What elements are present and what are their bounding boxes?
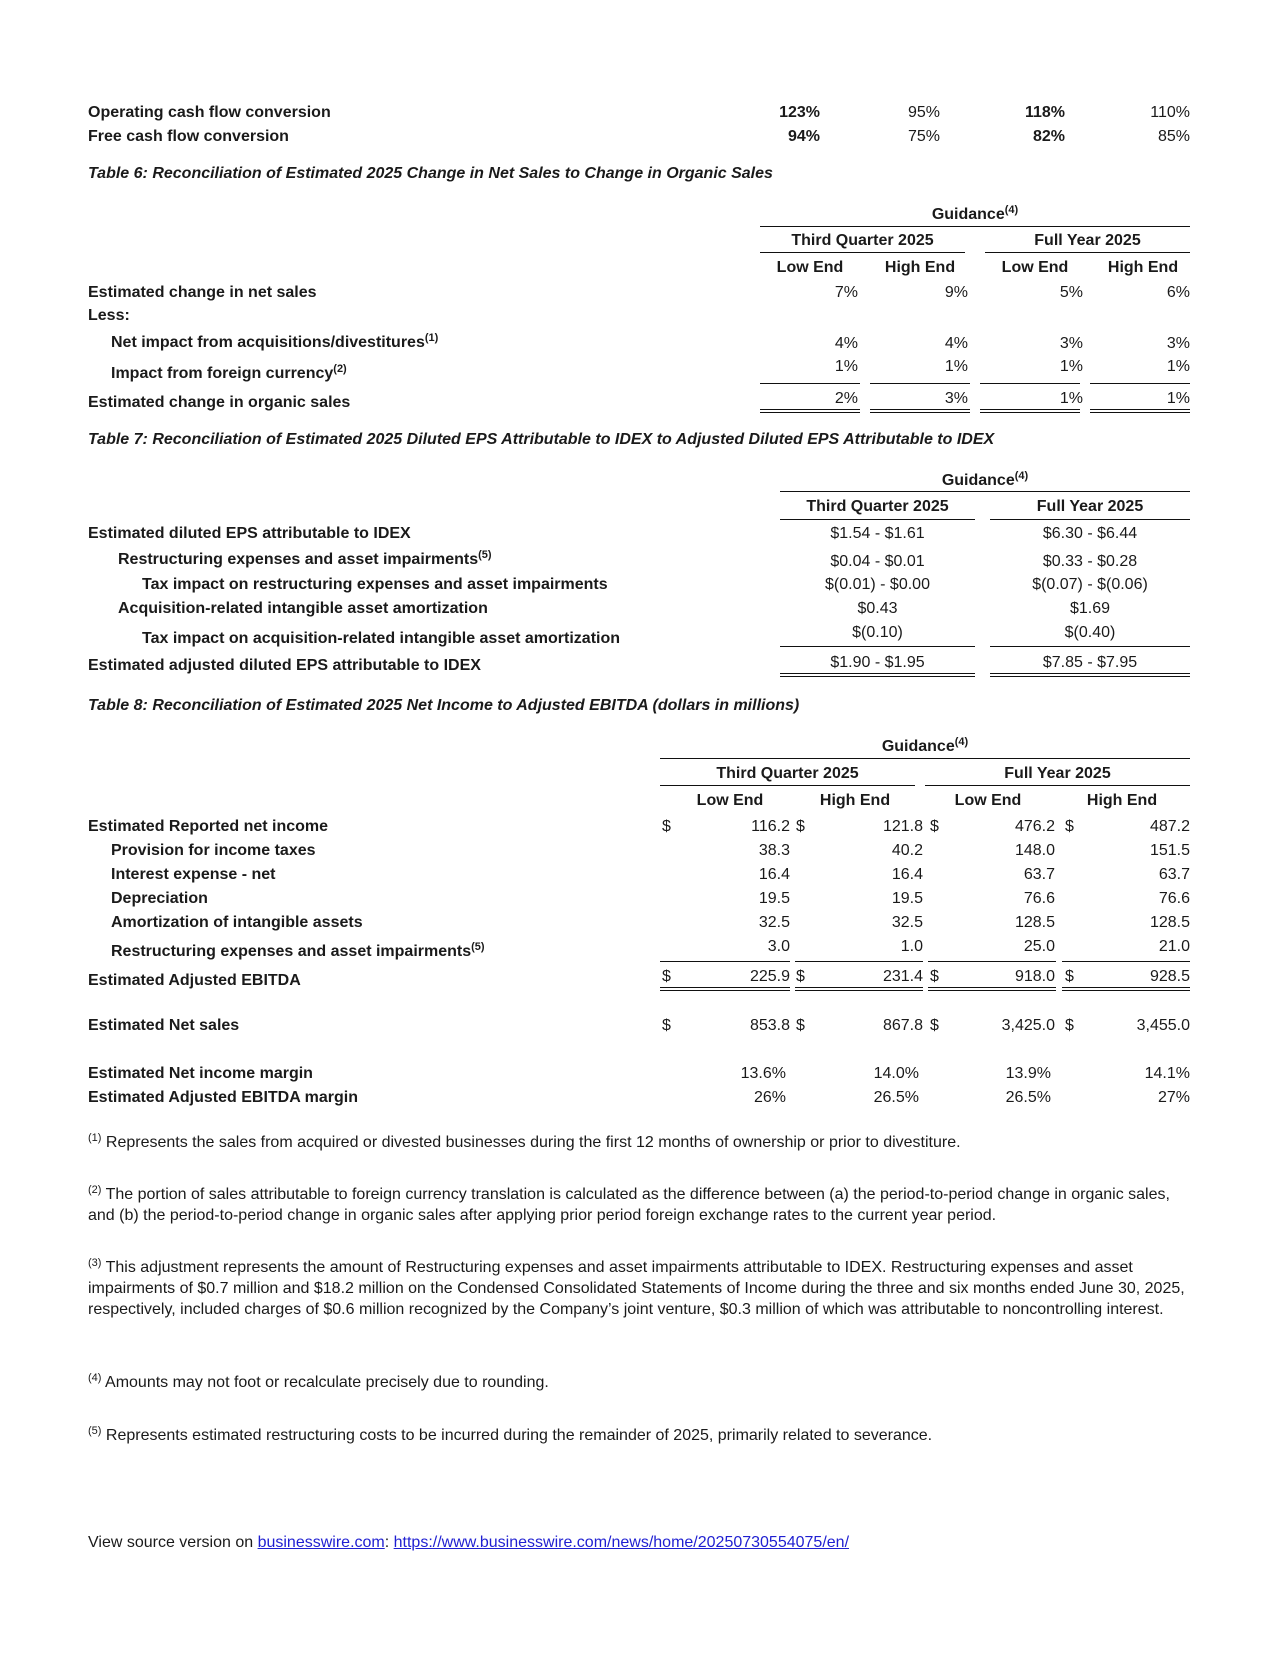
- value: 2%: [834, 390, 858, 407]
- row-label: Provision for income taxes: [111, 842, 316, 859]
- value: 121.8: [882, 818, 923, 835]
- value: 3.0: [767, 938, 790, 955]
- value: 118%: [1024, 104, 1065, 121]
- double-rule: [870, 409, 970, 413]
- value: 13.9%: [1005, 1065, 1051, 1082]
- value: $6.30 - $6.44: [1042, 525, 1138, 542]
- col-high-end: High End: [1086, 792, 1158, 809]
- value: 5%: [1059, 284, 1083, 301]
- value: $(0.07) - $(0.06): [1032, 576, 1148, 593]
- value: 3%: [944, 390, 968, 407]
- table8-title: Table 8: Reconciliation of Estimated 2025 Net Income to Adjusted EBITDA (dollars in millions): [88, 697, 800, 714]
- footnote: $^{(1)}$ Represents the sales from acquired or divested businesses during the first 12 months of ownership or prior to divestiture.: [88, 1132, 961, 1151]
- currency-sign: $: [1065, 968, 1074, 985]
- value: 76.6: [1023, 890, 1055, 907]
- value: $1.90 - $1.95: [830, 654, 925, 671]
- rule: [660, 785, 915, 786]
- value: $(0.40): [1064, 624, 1116, 641]
- value: 16.4: [891, 866, 923, 883]
- table7-guidance-header: Guidance$^{(4)}$: [941, 470, 1029, 489]
- value: 32.5: [758, 914, 790, 931]
- table7-fy-header: Full Year 2025: [1036, 498, 1144, 515]
- double-rule: [760, 409, 860, 413]
- value: $7.85 - $7.95: [1042, 654, 1138, 671]
- table8-q3-header: Third Quarter 2025: [716, 765, 859, 782]
- table6-q3-header: Third Quarter 2025: [791, 232, 934, 249]
- row-label: Estimated diluted EPS attributable to IDEX: [88, 525, 411, 542]
- value: 928.5: [1149, 968, 1190, 985]
- value: $0.33 - $0.28: [1042, 553, 1138, 570]
- rule: [870, 383, 970, 384]
- value: 85%: [1157, 128, 1190, 145]
- value: 853.8: [749, 1017, 790, 1034]
- value: 26.5%: [1005, 1089, 1051, 1106]
- value: 75%: [907, 128, 940, 145]
- value: 1.0: [900, 938, 923, 955]
- value: 6%: [1166, 284, 1190, 301]
- value: 128.5: [1014, 914, 1055, 931]
- value: $1.54 - $1.61: [830, 525, 925, 542]
- currency-sign: $: [1065, 1017, 1074, 1034]
- rule: [990, 519, 1190, 520]
- value: $0.43: [857, 600, 898, 617]
- row-label: Tax impact on restructuring expenses and asset impairments: [142, 576, 608, 593]
- value: 3,455.0: [1136, 1017, 1190, 1034]
- label-ocf-conversion: Operating cash flow conversion: [88, 104, 331, 121]
- rule: [1090, 383, 1190, 384]
- row-label: Estimated change in net sales: [88, 284, 317, 301]
- currency-sign: $: [1065, 818, 1074, 835]
- row-label: Depreciation: [111, 890, 208, 907]
- value: $(0.01) - $0.00: [825, 576, 930, 593]
- col-high-end: High End: [884, 259, 956, 276]
- value: 19.5: [758, 890, 790, 907]
- row-label: Estimated Net sales: [88, 1017, 240, 1034]
- rule: [795, 961, 923, 962]
- value: $0.04 - $0.01: [830, 553, 925, 570]
- rule: [780, 491, 1190, 492]
- col-low-end: Low End: [776, 259, 844, 276]
- value: 1%: [1166, 390, 1190, 407]
- rule: [760, 383, 860, 384]
- footnote: $^{(3)}$ This adjustment represents the amount of Restructuring expenses and asset impairments attributable to IDEX. Restructuring expenses and asset impairments of $0.7 million and $18.2 million on the Condensed Consolidated Statements of Income during the three and six months ended June 30, 2025, respectively, included charges of $0.6 million recognized by the Company’s joint venture, $0.3 million of which was attributable to noncontrolling interest.: [88, 1257, 1185, 1318]
- value: 21.0: [1158, 938, 1190, 955]
- businesswire-link[interactable]: businesswire.com: [257, 1534, 385, 1551]
- value: 128.5: [1149, 914, 1190, 931]
- footnote: $^{(5)}$ Represents estimated restructuring costs to be incurred during the remainder of 2025, primarily related to severance.: [88, 1425, 933, 1444]
- currency-sign: $: [662, 818, 671, 835]
- value: 13.6%: [740, 1065, 786, 1082]
- double-rule: [990, 673, 1190, 677]
- table8-fy-header: Full Year 2025: [1004, 765, 1111, 782]
- value: 76.6: [1158, 890, 1190, 907]
- currency-sign: $: [930, 818, 939, 835]
- currency-sign: $: [796, 818, 805, 835]
- row-label: Net impact from acquisitions/divestitures$^{(1)}$: [111, 332, 439, 351]
- row-label: Estimated Net income margin: [88, 1065, 313, 1082]
- value: 25.0: [1023, 938, 1055, 955]
- table6-fy-header: Full Year 2025: [1034, 232, 1141, 249]
- value: 63.7: [1023, 866, 1055, 883]
- footnote: $^{(2)}$ The portion of sales attributable to foreign currency translation is calculated as the difference between (a) the period-to-period change in organic sales, and (b) the period-to-period change in organic sales after applying prior period foreign exchange rates to the current year period.: [88, 1184, 1170, 1224]
- table6-guidance-header: Guidance$^{(4)}$: [931, 204, 1019, 223]
- col-low-end: Low End: [696, 792, 764, 809]
- double-rule: [1062, 987, 1190, 991]
- col-low-end: Low End: [1001, 259, 1069, 276]
- value: 1%: [1059, 390, 1083, 407]
- row-label: Acquisition-related intangible asset amortization: [118, 600, 488, 617]
- currency-sign: $: [796, 968, 805, 985]
- value: 3%: [1166, 335, 1190, 352]
- value: 110%: [1150, 104, 1190, 121]
- value: 82%: [1032, 128, 1065, 145]
- value: 26.5%: [873, 1089, 919, 1106]
- col-high-end: High End: [1107, 259, 1179, 276]
- double-rule: [795, 987, 923, 991]
- label-fcf-conversion: Free cash flow conversion: [88, 128, 289, 145]
- currency-sign: $: [662, 1017, 671, 1034]
- value: 14.0%: [873, 1065, 919, 1082]
- value: 3,425.0: [1001, 1017, 1055, 1034]
- value: 476.2: [1014, 818, 1055, 835]
- value: 4%: [944, 335, 968, 352]
- double-rule: [980, 409, 1080, 413]
- value: $1.69: [1069, 600, 1111, 617]
- rule: [760, 226, 1190, 227]
- row-label: Restructuring expenses and asset impairments$^{(5)}$: [111, 941, 485, 960]
- footnote: $^{(4)}$ Amounts may not foot or recalculate precisely due to rounding.: [88, 1372, 549, 1391]
- value: 1%: [1059, 358, 1083, 375]
- value: 40.2: [891, 842, 923, 859]
- value: 918.0: [1014, 968, 1055, 985]
- value: 95%: [907, 104, 940, 121]
- rule: [780, 646, 975, 647]
- value: 7%: [834, 284, 858, 301]
- currency-sign: $: [930, 968, 939, 985]
- value: 27%: [1157, 1089, 1190, 1106]
- table7-q3-header: Third Quarter 2025: [806, 498, 949, 515]
- table8-guidance-header: Guidance$^{(4)}$: [881, 736, 969, 755]
- table6-title: Table 6: Reconciliation of Estimated 2025 Change in Net Sales to Change in Organic Sales: [88, 165, 773, 182]
- source-url-link[interactable]: https://www.businesswire.com/news/home/20250730554075/en/: [393, 1534, 850, 1551]
- currency-sign: $: [662, 968, 671, 985]
- value: $(0.10): [852, 624, 903, 641]
- value: 231.4: [882, 968, 923, 985]
- value: 26%: [753, 1089, 786, 1106]
- double-rule: [1090, 409, 1190, 413]
- value: 1%: [834, 358, 858, 375]
- source-line: View source version on businesswire.com: https://www.businesswire.com/news/home/20250730554075/en/: [88, 1534, 850, 1551]
- value: 116.2: [751, 818, 790, 835]
- value: 9%: [944, 284, 968, 301]
- col-low-end: Low End: [954, 792, 1022, 809]
- value: 32.5: [891, 914, 923, 931]
- currency-sign: $: [930, 1017, 939, 1034]
- value: 14.1%: [1144, 1065, 1190, 1082]
- value: 19.5: [891, 890, 923, 907]
- rule: [660, 961, 790, 962]
- rule: [925, 785, 1190, 786]
- row-label: Estimated adjusted diluted EPS attributable to IDEX: [88, 657, 481, 674]
- double-rule: [660, 987, 790, 991]
- row-label: Less:: [88, 307, 130, 324]
- row-label: Amortization of intangible assets: [111, 914, 363, 931]
- rule: [985, 252, 1190, 253]
- double-rule: [928, 987, 1056, 991]
- value: 1%: [944, 358, 968, 375]
- value: 225.9: [749, 968, 790, 985]
- double-rule: [780, 673, 975, 677]
- row-label: Impact from foreign currency$^{(2)}$: [111, 363, 347, 382]
- rule: [980, 383, 1080, 384]
- value: 867.8: [882, 1017, 923, 1034]
- row-label: Tax impact on acquisition-related intangible asset amortization: [142, 630, 621, 647]
- rule: [760, 252, 965, 253]
- value: 151.5: [1149, 842, 1190, 859]
- value: 148.0: [1014, 842, 1055, 859]
- value: 1%: [1166, 358, 1190, 375]
- value: 16.4: [758, 866, 790, 883]
- rule: [780, 519, 975, 520]
- rule: [928, 961, 1056, 962]
- row-label: Interest expense - net: [111, 866, 276, 883]
- rule: [990, 646, 1190, 647]
- rule: [660, 758, 1190, 759]
- rule: [1062, 961, 1190, 962]
- value: 63.7: [1158, 866, 1190, 883]
- value: 38.3: [758, 842, 790, 859]
- row-label: Estimated Adjusted EBITDA margin: [88, 1089, 358, 1106]
- value: 4%: [834, 335, 858, 352]
- currency-sign: $: [796, 1017, 805, 1034]
- row-label: Restructuring expenses and asset impairments$^{(5)}$: [118, 549, 492, 568]
- row-label: Estimated Reported net income: [88, 818, 329, 835]
- value: 3%: [1059, 335, 1083, 352]
- row-label: Estimated Adjusted EBITDA: [88, 972, 301, 989]
- table7-title: Table 7: Reconciliation of Estimated 2025 Diluted EPS Attributable to IDEX to Adjusted Diluted EPS Attributable to IDEX: [88, 431, 995, 448]
- col-high-end: High End: [819, 792, 891, 809]
- value: 94%: [787, 128, 820, 145]
- row-label: Estimated change in organic sales: [88, 394, 351, 411]
- value: 123%: [779, 104, 820, 121]
- value: 487.2: [1149, 818, 1190, 835]
